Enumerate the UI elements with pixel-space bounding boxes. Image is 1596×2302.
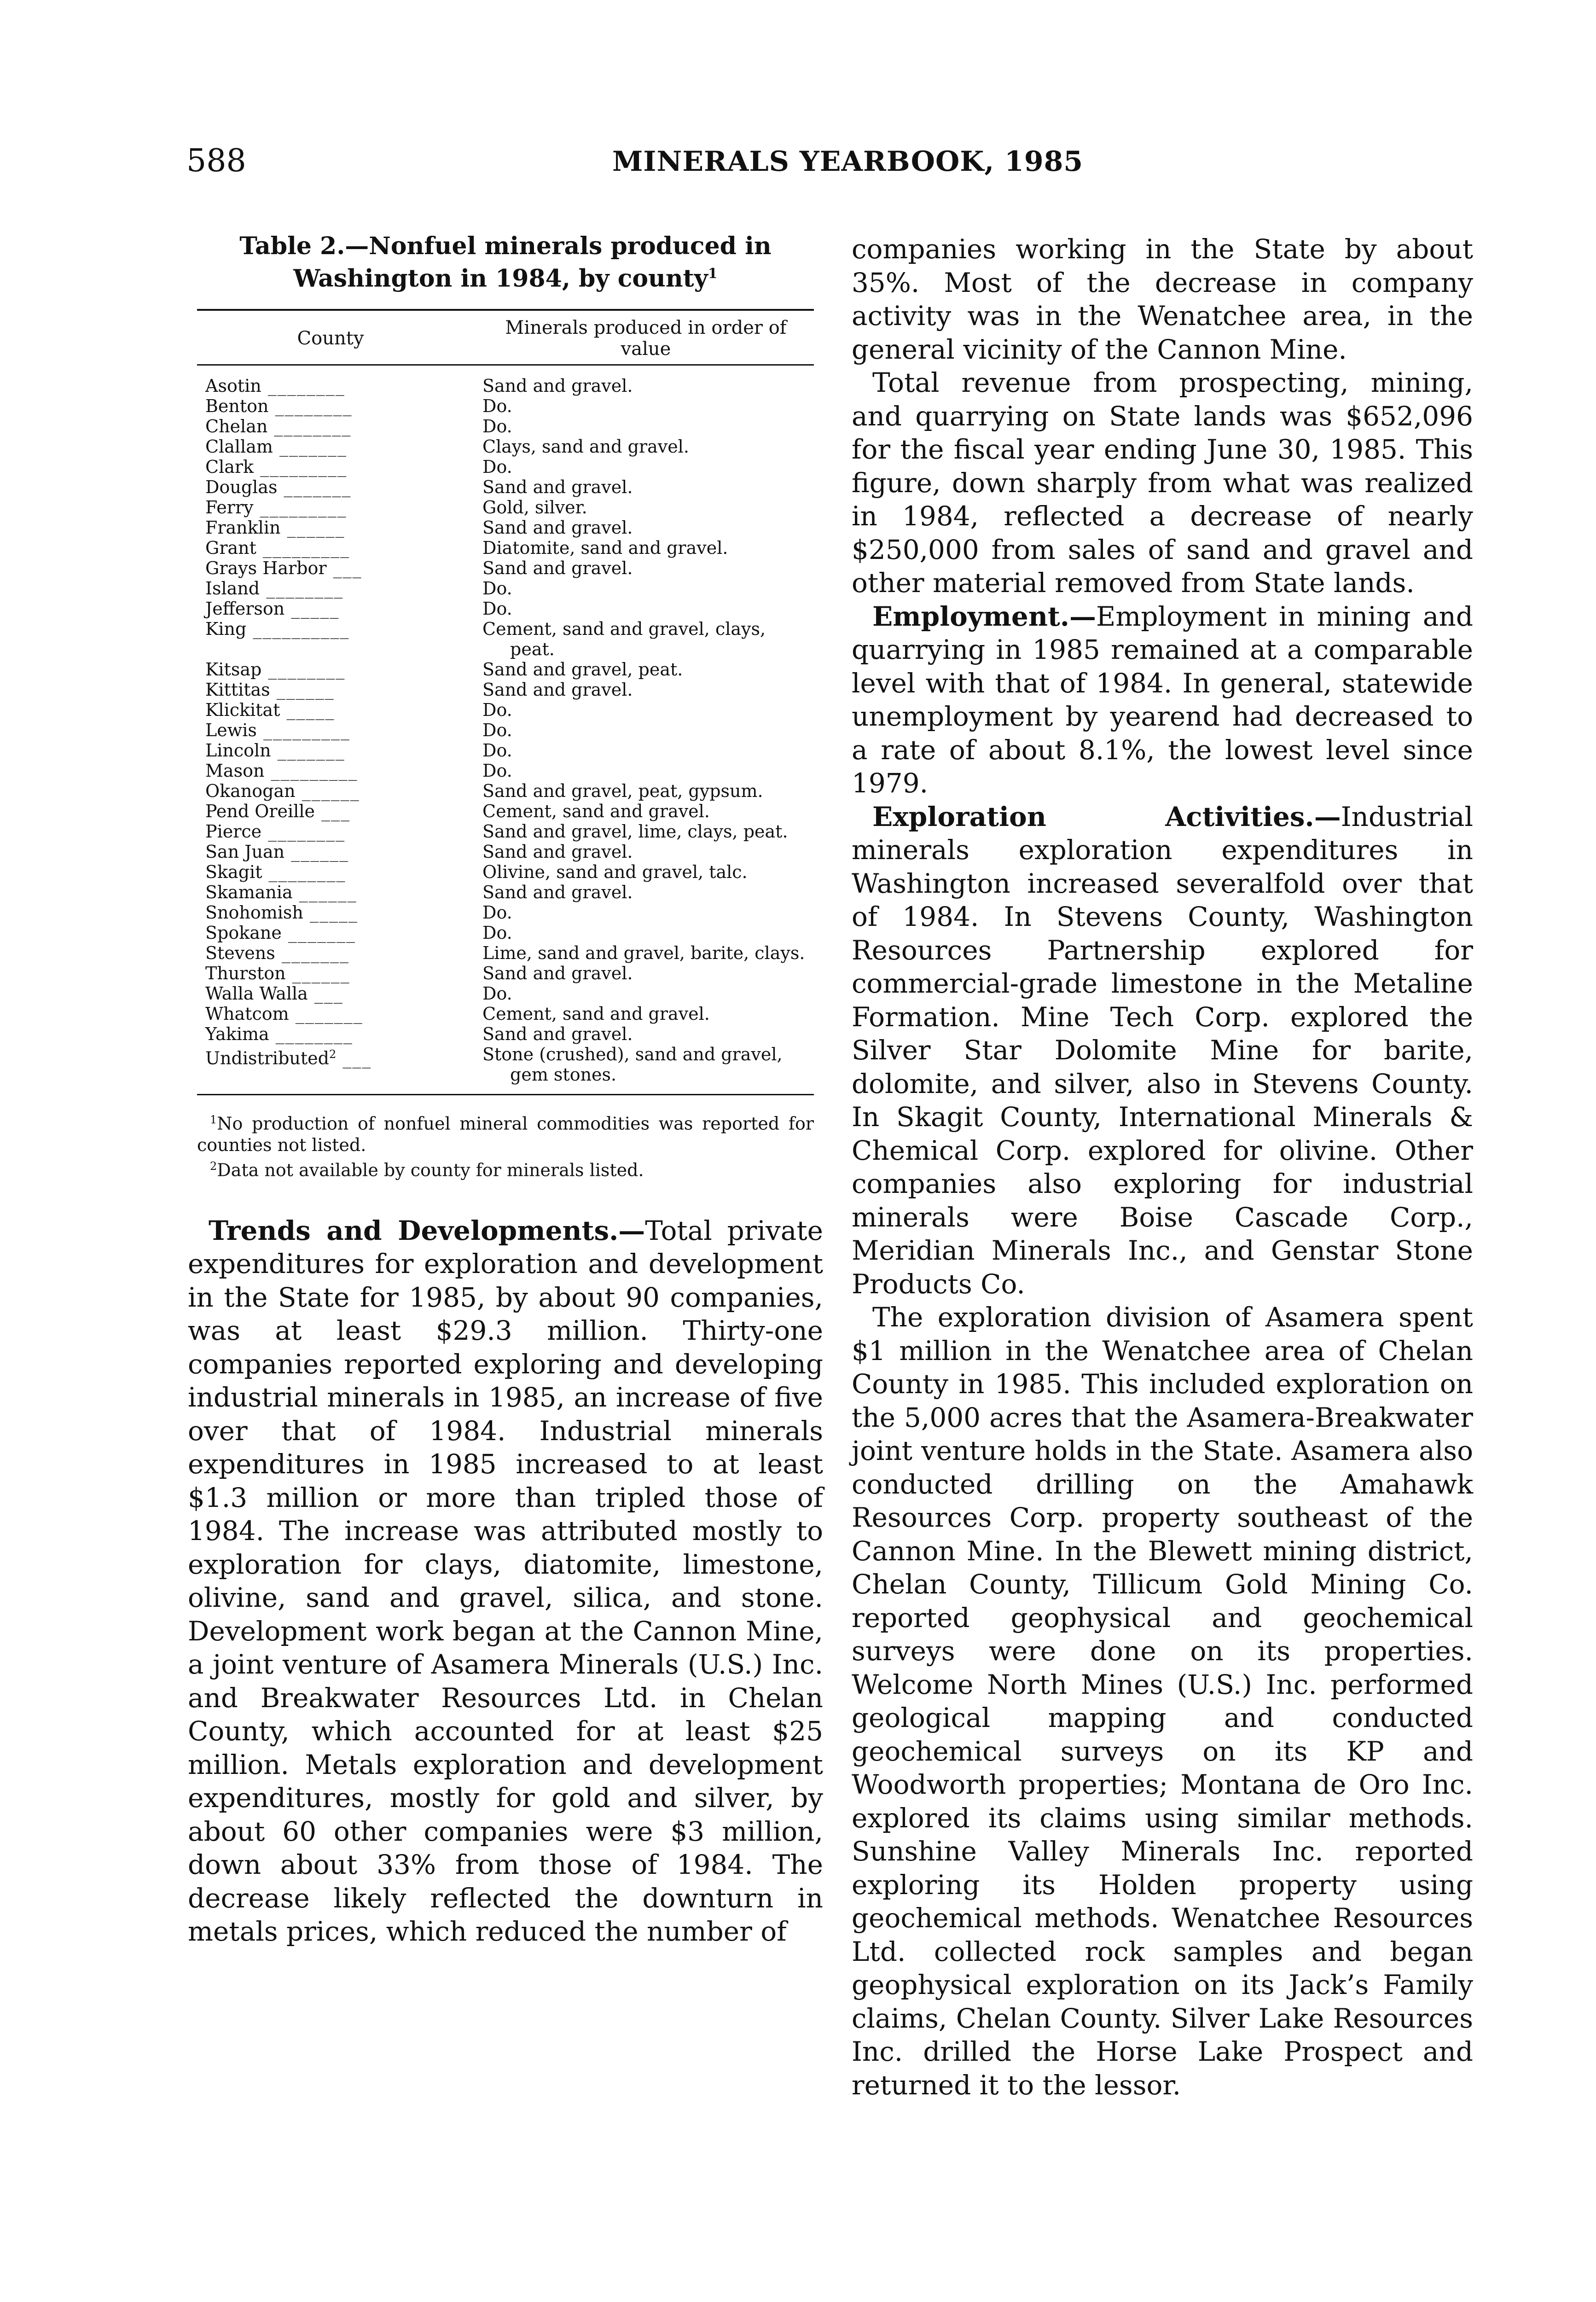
minerals-text: Lime, sand and gravel, barite, clays.: [482, 943, 805, 964]
dot-leader: ______: [284, 842, 349, 862]
county-cell: [197, 700, 464, 720]
footnote-1-text: No production of nonfuel mineral commodities was reported for counties not listed.: [197, 1113, 814, 1155]
dot-leader: ________: [262, 862, 346, 883]
minerals-cell: [464, 842, 814, 862]
table-row: [197, 882, 814, 902]
county-name: Undistributed: [205, 1048, 329, 1069]
table-row: [197, 599, 814, 619]
employment-paragraph: [852, 600, 1473, 800]
county-cell: [197, 558, 464, 578]
county-cell: [197, 902, 464, 923]
county-name: Klickitat: [205, 700, 280, 721]
minerals-cell: [464, 983, 814, 1004]
county-name: Clark: [205, 457, 254, 477]
minerals-cell: [464, 599, 814, 619]
dot-leader: _______: [275, 943, 349, 964]
dot-leader: _______: [271, 740, 345, 761]
running-head: [0, 143, 1596, 184]
county-name: Pend Oreille: [205, 801, 315, 822]
page-number: 588: [186, 143, 246, 179]
dot-leader: ___: [326, 558, 362, 579]
table-caption-line2-text: Washington in 1984, by county: [293, 264, 708, 293]
table-caption: [188, 233, 823, 292]
table-row: [197, 680, 814, 700]
county-cell: [197, 538, 464, 558]
county-name: Kitsap: [205, 659, 262, 680]
table-row: [197, 436, 814, 457]
county-cell: [197, 821, 464, 842]
minerals-cell: [464, 761, 814, 781]
minerals-cell: [464, 1024, 814, 1044]
county-cell: [197, 619, 464, 659]
minerals-cell: [464, 558, 814, 578]
dot-leader: ______: [270, 680, 335, 700]
table-caption-footnote-mark: 1: [708, 266, 718, 282]
table-row: [197, 740, 814, 761]
table-row: [197, 983, 814, 1004]
minerals-text: Sand and gravel, peat.: [482, 659, 683, 680]
county-name: King: [205, 619, 247, 639]
minerals-cell: [464, 882, 814, 902]
county-cell: [197, 396, 464, 416]
table-row: [197, 923, 814, 943]
table-row: [197, 1044, 814, 1094]
footnote-2-text: Data not available by county for minerals listed.: [217, 1160, 644, 1180]
table-row: [197, 578, 814, 599]
dot-leader: ________: [268, 396, 353, 417]
county-cell: [197, 497, 464, 517]
county-cell: [197, 680, 464, 700]
minerals-text: Olivine, sand and gravel, talc.: [482, 862, 748, 883]
county-name: Douglas: [205, 477, 278, 498]
county-footnote-mark: 2: [329, 1048, 337, 1061]
county-cell: [197, 659, 464, 680]
table-row: [197, 619, 814, 659]
minerals-text: Cement, sand and gravel, clays, peat.: [482, 619, 766, 660]
table-caption-line2: [188, 260, 823, 292]
trends-paragraph: [188, 1214, 823, 1948]
minerals-cell: [464, 700, 814, 720]
minerals-text: Sand and gravel.: [482, 842, 633, 862]
county-name: Kittitas: [205, 680, 270, 700]
minerals-cell: [464, 497, 814, 517]
left-column: [188, 233, 823, 1948]
table-header: [197, 311, 814, 365]
county-cell: [197, 1004, 464, 1024]
minerals-cell: [464, 477, 814, 497]
minerals-cell: [464, 578, 814, 599]
table-row: [197, 457, 814, 477]
county-name: Asotin: [205, 376, 261, 396]
dot-leader: _________: [256, 720, 350, 741]
dot-leader: _________: [253, 497, 347, 518]
minerals-cell: [464, 923, 814, 943]
table-row: [197, 902, 814, 923]
exploration-paragraph: [852, 800, 1473, 1301]
table-body: [197, 365, 814, 1094]
table-row: [197, 720, 814, 740]
county-cell: [197, 1044, 464, 1094]
dot-leader: ________: [261, 821, 346, 842]
minerals-text: Sand and gravel.: [482, 376, 633, 396]
footnote-1: [197, 1109, 814, 1156]
dot-leader: _____: [303, 902, 358, 923]
county-name: Thurston: [205, 963, 286, 984]
dot-leader: ______: [295, 781, 360, 802]
county-cell: [197, 781, 464, 801]
county-cell: [197, 477, 464, 497]
county-cell: [197, 862, 464, 882]
table-row: [197, 943, 814, 963]
county-name: Lewis: [205, 720, 257, 741]
dot-leader: ________: [260, 578, 344, 599]
minerals-cell: [464, 781, 814, 801]
table-row: [197, 761, 814, 781]
employment-heading: Employment.—: [872, 600, 1096, 632]
county-cell: [197, 983, 464, 1004]
county-name: Island: [205, 578, 260, 599]
county-name: Snohomish: [205, 902, 303, 923]
minerals-cell: [464, 457, 814, 477]
minerals-cell: [464, 659, 814, 680]
dot-leader: ________: [267, 416, 352, 437]
dot-leader: ______: [292, 882, 357, 903]
minerals-text: Sand and gravel, peat, gypsum.: [482, 781, 763, 802]
county-name: Pierce: [205, 821, 262, 842]
table-row: [197, 1024, 814, 1044]
employment-text: Employment in mining and quarrying in 1985 remained at a comparable level with that of 1984. In general, statewide unemployment by yearend had decreased to a rate of about 8.1%, the lowest level since 1979.: [852, 600, 1473, 799]
minerals-cell: [464, 821, 814, 842]
minerals-cell: [464, 720, 814, 740]
table-row: [197, 416, 814, 436]
county-name: Walla Walla: [205, 983, 308, 1004]
dot-leader: _________: [256, 538, 350, 558]
dot-leader: ___: [336, 1048, 372, 1069]
exploration-text: Industrial minerals exploration expenditures in Washington increased severalfold over that of 1984. In Stevens County, Washington Resources Partnership explored for commercial-grade limestone in the Metaline Formation. Mine Tech Corp. explored the Silver Star Dolomite Mine for barite, dolomite, and silver, also in Stevens County. In Skagit County, International Minerals & Chemical Corp. explored for olivine. Other companies also exploring for industrial minerals were Boise Cascade Corp., Meridian Minerals Inc., and Genstar Stone Products Co.: [852, 801, 1473, 1300]
county-name: Whatcom: [205, 1004, 289, 1024]
dot-leader: _________: [264, 761, 358, 781]
minerals-cell: [464, 1004, 814, 1024]
minerals-text: Do.: [482, 902, 512, 923]
running-title: MINERALS YEARBOOK, 1985: [612, 145, 1084, 178]
county-name: San Juan: [205, 842, 285, 862]
county-name: Clallam: [205, 436, 273, 457]
minerals-text: Do.: [482, 761, 512, 781]
dot-leader: _______: [281, 923, 356, 943]
county-cell: [197, 457, 464, 477]
county-cell: [197, 943, 464, 963]
minerals-text: Do.: [482, 578, 512, 599]
trends-heading: Trends and Developments.—: [209, 1215, 645, 1246]
minerals-text: Cement, sand and gravel.: [482, 1004, 710, 1024]
table-row: [197, 365, 814, 396]
table-row: [197, 842, 814, 862]
minerals-text: Clays, sand and gravel.: [482, 436, 689, 457]
minerals-text: Gold, silver.: [482, 497, 587, 518]
asamera-paragraph: The exploration division of Asamera spent $1 million in the Wenatchee area of Chelan County in 1985. This included exploration on the 5,000 acres that the Asamera-Breakwater joint venture holds in the State. Asamera also conducted drilling on the Amahawk Resources Corp. property southeast of the Cannon Mine. In the Blewett mining district, Chelan County, Tillicum Gold Mining Co. reported geophysical and geochemical surveys were done on its properties. Welcome North Mines (U.S.) Inc. performed geological mapping and conducted geochemical surveys on its KP and Woodworth properties; Montana de Oro Inc. explored its claims using similar methods. Sunshine Valley Minerals Inc. reported exploring its Holden property using geochemical methods. Wenatchee Resources Ltd. collected rock samples and began geophysical exploration on its Jack’s Family claims, Chelan County. Silver Lake Resources Inc. drilled the Horse Lake Prospect and returned it to the lessor.: [852, 1302, 1473, 2101]
minerals-text: Do.: [482, 396, 512, 417]
minerals-table: [197, 311, 814, 1094]
county-name: Grant: [205, 538, 256, 558]
table-row: [197, 558, 814, 578]
minerals-cell: [464, 943, 814, 963]
dot-leader: _______: [277, 477, 352, 498]
table-row: [197, 700, 814, 720]
table-row: [197, 477, 814, 497]
minerals-text: Stone (crushed), sand and gravel, gem stones.: [482, 1044, 783, 1085]
table-row: [197, 821, 814, 842]
exploration-heading: Exploration Activities.—: [872, 801, 1341, 832]
minerals-cell: [464, 902, 814, 923]
minerals-text: Sand and gravel.: [482, 680, 633, 700]
table-row: [197, 396, 814, 416]
minerals-cell: [464, 396, 814, 416]
minerals-text: Do.: [482, 740, 512, 761]
table-row: [197, 497, 814, 517]
dot-leader: ________: [261, 659, 346, 680]
table-row: [197, 1004, 814, 1024]
dot-leader: _________: [254, 457, 348, 477]
minerals-cell: [464, 365, 814, 396]
table-footnotes: [197, 1109, 814, 1180]
table-row: [197, 801, 814, 821]
minerals-text: Do.: [482, 457, 512, 477]
county-cell: [197, 740, 464, 761]
county-cell: [197, 801, 464, 821]
dot-leader: ________: [269, 1024, 353, 1045]
county-name: Okanogan: [205, 781, 296, 802]
county-name: Skamania: [205, 882, 293, 903]
minerals-text: Do.: [482, 599, 512, 619]
county-cell: [197, 882, 464, 902]
county-cell: [197, 365, 464, 396]
county-name: Yakima: [205, 1024, 269, 1045]
county-name: Benton: [205, 396, 269, 417]
minerals-cell: [464, 416, 814, 436]
minerals-text: Do.: [482, 923, 512, 943]
minerals-text: Diatomite, sand and gravel.: [482, 538, 728, 558]
minerals-text: Sand and gravel.: [482, 517, 633, 538]
minerals-cell: [464, 801, 814, 821]
minerals-cell: [464, 862, 814, 882]
county-cell: [197, 599, 464, 619]
minerals-text: Do.: [482, 720, 512, 741]
county-cell: [197, 963, 464, 983]
footnote-2: [197, 1156, 814, 1181]
county-name: Lincoln: [205, 740, 271, 761]
minerals-text: Sand and gravel.: [482, 558, 633, 579]
dot-leader: ______: [280, 517, 345, 538]
minerals-text: Sand and gravel, lime, clays, peat.: [482, 821, 788, 842]
county-name: Chelan: [205, 416, 268, 437]
table-row: [197, 862, 814, 882]
minerals-text: Sand and gravel.: [482, 963, 633, 984]
minerals-text: Do.: [482, 700, 512, 721]
county-name: Ferry: [205, 497, 254, 518]
dot-leader: ___: [308, 983, 343, 1004]
county-name: Jefferson: [205, 599, 285, 619]
county-name: Grays Harbor: [205, 558, 327, 579]
minerals-cell: [464, 740, 814, 761]
table-row: [197, 963, 814, 983]
county-cell: [197, 1024, 464, 1044]
left-body-text: [188, 1214, 823, 1948]
trends-text: Total private expenditures for exploration and development in the State for 1985, by about 90 companies, was at least $29.3 million. Thirty-one companies reported exploring and developing industrial minerals in 1985, an increase of five over that of 1984. Industrial minerals expenditures in 1985 increased to at least $1.3 million or more than tripled those of 1984. The increase was attributed mostly to exploration for clays, diatomite, limestone, olivine, sand and gravel, silica, and stone. Development work began at the Cannon Mine, a joint venture of Asamera Minerals (U.S.) Inc. and Breakwater Resources Ltd. in Chelan County, which accounted for at least $25 million. Metals exploration and development expenditures, mostly for gold and silver, by about 60 other companies were $3 million, down about 33% from those of 1984. The decrease likely reflected the downturn in metals prices, which reduced the number of: [188, 1215, 823, 1947]
right-column: [852, 233, 1473, 2102]
minerals-cell: [464, 538, 814, 558]
county-cell: [197, 517, 464, 538]
dot-leader: _______: [273, 436, 347, 457]
revenue-paragraph: Total revenue from prospecting, mining, and quarrying on State lands was $652,096 for the fiscal year ending June 30, 1985. This figure, down sharply from what was realized in 1984, reflected a decrease of nearly $250,000 from sales of sand and gravel and other material removed from State lands.: [852, 367, 1473, 599]
county-cell: [197, 720, 464, 740]
county-cell: [197, 761, 464, 781]
minerals-cell: [464, 619, 814, 659]
minerals-cell: [464, 436, 814, 457]
minerals-text: Sand and gravel.: [482, 477, 633, 498]
dot-leader: ___: [314, 801, 351, 822]
footnote-1-mark: 1: [210, 1113, 217, 1127]
county-cell: [197, 923, 464, 943]
table-row: [197, 659, 814, 680]
county-cell: [197, 416, 464, 436]
dot-leader: _____: [280, 700, 335, 721]
county-cell: [197, 842, 464, 862]
county-name: Stevens: [205, 943, 275, 964]
county-name: Mason: [205, 761, 265, 781]
minerals-cell: [464, 1044, 814, 1094]
county-name: Franklin: [205, 517, 281, 538]
header-county: County: [297, 328, 364, 349]
minerals-text: Sand and gravel.: [482, 1024, 633, 1045]
dot-leader: ______: [285, 963, 350, 984]
county-cell: [197, 436, 464, 457]
table-row: [197, 781, 814, 801]
county-name: Skagit: [205, 862, 262, 883]
minerals-text: Do.: [482, 983, 512, 1004]
dot-leader: __________: [246, 619, 350, 639]
minerals-text: Cement, sand and gravel.: [482, 801, 710, 822]
table-row: [197, 517, 814, 538]
dot-leader: ________: [261, 376, 345, 396]
table-row: [197, 538, 814, 558]
dot-leader: _______: [289, 1004, 363, 1024]
table-caption-line1: Table 2.—Nonfuel minerals produced in: [239, 232, 772, 260]
dot-leader: _____: [284, 599, 340, 619]
minerals-text: Do.: [482, 416, 512, 437]
header-minerals: Minerals produced in order of value: [505, 317, 787, 360]
county-name: Spokane: [205, 923, 282, 943]
table-bottom-rule: [197, 1094, 814, 1095]
minerals-text: Sand and gravel.: [482, 882, 633, 903]
minerals-cell: [464, 517, 814, 538]
county-cell: [197, 578, 464, 599]
footnote-2-mark: 2: [210, 1159, 217, 1173]
continuation-paragraph: companies working in the State by about 35%. Most of the decrease in company activity was in the Wenatchee area, in the general vicinity of the Cannon Mine.: [852, 233, 1473, 365]
minerals-cell: [464, 680, 814, 700]
minerals-cell: [464, 963, 814, 983]
